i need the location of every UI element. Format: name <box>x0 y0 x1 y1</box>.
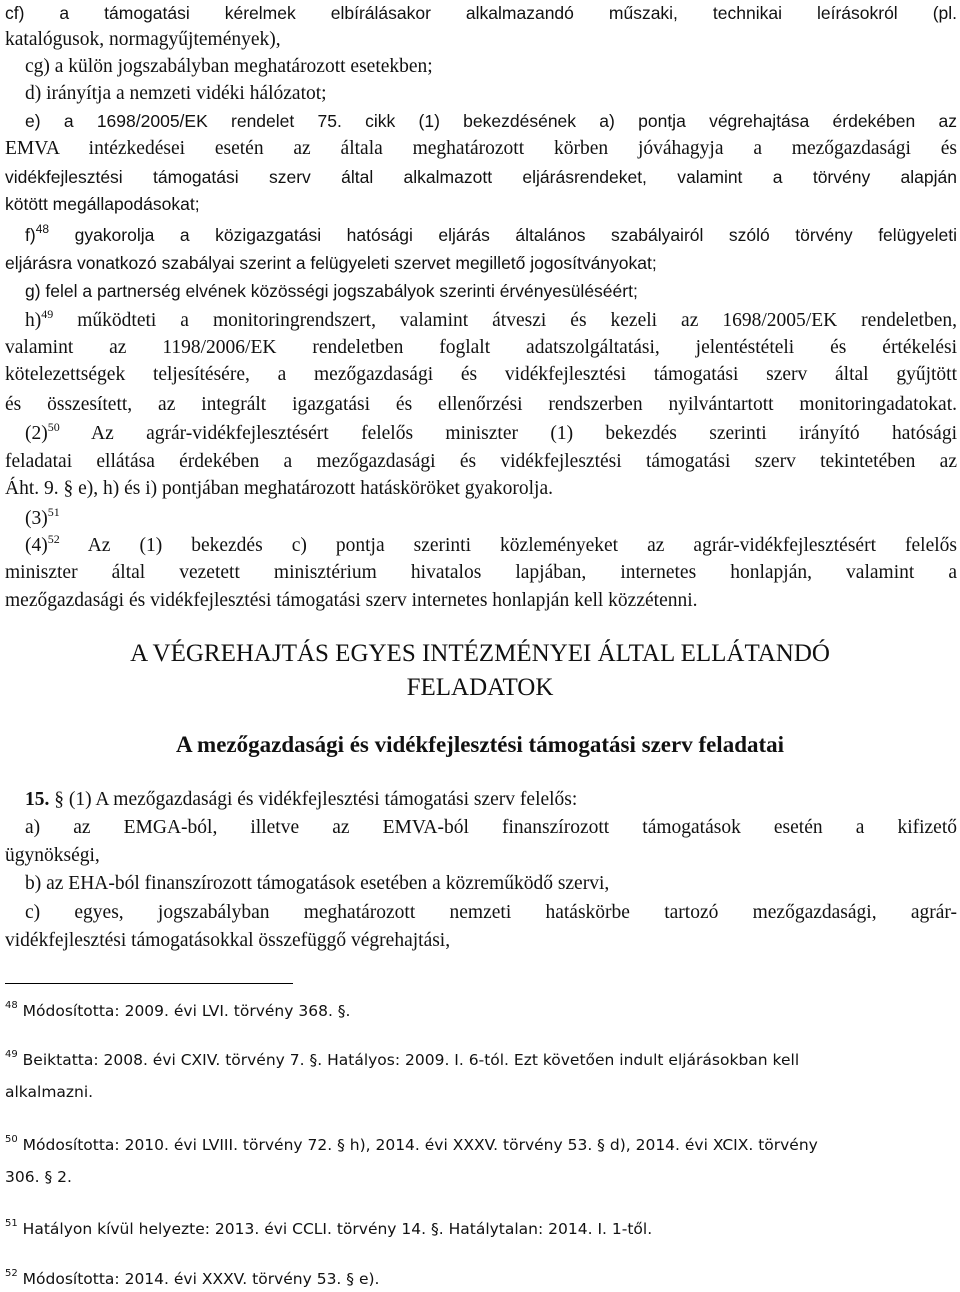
body-line-h <box>25 308 957 334</box>
paragraph-marker: (2) <box>25 423 48 444</box>
body-line: eljárásra vonatkozó szabályai szerint a felügyeleti szervet megillető jogosítványokat; <box>5 253 657 273</box>
footnote-number: 49 <box>5 1049 18 1060</box>
footnote-51 <box>5 1218 955 1240</box>
chapter-title-cont: FELADATOK <box>406 674 554 701</box>
body-line: d) irányítja a nemzeti vidéki hálózatot; <box>25 83 327 104</box>
paragraph-2-line <box>25 421 957 447</box>
section-line: vidékfejlesztési támogatásokkal összefüggő végrehajtási, <box>5 930 451 951</box>
footnote-text: Módosította: 2014. évi XXXV. törvény 53. § e). <box>17 1270 380 1288</box>
item-marker: h) <box>25 310 42 331</box>
paragraph-text: Az agrár-vidékfejlesztésért felelős miniszter (1) bekezdés szerinti irányító hatósági <box>59 423 957 444</box>
footnote-ref[interactable]: 48 <box>35 222 50 237</box>
footnote-52 <box>5 1268 955 1290</box>
paragraph-3-line <box>25 506 957 532</box>
section-line: a) az EMGA-ból, illetve az EMVA-ból finanszírozott támogatások esetén a kifizető <box>25 817 957 838</box>
footnote-separator <box>5 983 293 984</box>
body-line: g) felel a partnerség elvének közösségi jogszabályok szerinti érvényesüléséért; <box>25 281 638 301</box>
footnote-number: 51 <box>5 1218 18 1229</box>
section-15-line <box>25 787 957 813</box>
footnote-49 <box>5 1049 955 1071</box>
body-line: és összesített, az integrált igazgatási és ellenőrzési rendszerben nyilvántartott monitoringadatokat. <box>5 394 957 415</box>
paragraph-text: Az (1) bekezdés c) pontja szerinti közleményeket az agrár-vidékfejlesztésért felelős <box>59 535 957 556</box>
body-line: katalógusok, normagyűjtemények), <box>5 29 281 50</box>
footnote-text: Módosította: 2009. évi LVI. törvény 368. §. <box>17 1002 351 1020</box>
section-line: b) az EHA-ból finanszírozott támogatások esetében a közreműködő szervi, <box>25 873 610 894</box>
footnote-48 <box>5 1000 955 1022</box>
body-line: kötelezettségek teljesítésére, a mezőgazdasági és vidékfejlesztési támogatási szerv által gyűjtött <box>5 364 957 385</box>
chapter-title: A VÉGREHAJTÁS EGYES INTÉZMÉNYEI ÁLTAL ELLÁTANDÓ <box>130 640 830 667</box>
footnote-number: 50 <box>5 1134 18 1145</box>
section-number: 15. <box>25 789 50 810</box>
footnote-number: 52 <box>5 1268 18 1279</box>
footnote-ref[interactable]: 49 <box>41 308 54 321</box>
body-line: cf) a támogatási kérelmek elbírálásakor alkalmazandó műszaki, technikai leírásokról (pl. <box>5 3 957 23</box>
footnote-ref[interactable]: 51 <box>47 506 60 519</box>
footnote-ref[interactable]: 50 <box>47 421 60 434</box>
footnote-number: 48 <box>5 1000 18 1011</box>
section-text: § (1) A mezőgazdasági és vidékfejlesztési támogatási szerv felelős: <box>49 789 578 810</box>
section-line: c) egyes, jogszabályban meghatározott nemzeti hatáskörbe tartozó mezőgazdasági, agrár- <box>25 902 957 923</box>
footnote-text: Beiktatta: 2008. évi CXIV. törvény 7. §. Hatályos: 2009. I. 6-tól. Ezt követően indult eljárásokban kell <box>17 1051 800 1069</box>
body-line: valamint az 1198/2006/EK rendeletben foglalt adatszolgáltatási, jelentéstételi és értékelési <box>5 337 957 358</box>
item-text: gyakorolja a közigazgatási hatósági eljárás általános szabályairól szóló törvény felügyeleti <box>49 225 957 245</box>
footnote-text: Módosította: 2010. évi LVIII. törvény 72. § h), 2014. évi XXXV. törvény 53. § d), 2014. évi XCIX. törvény <box>17 1136 818 1154</box>
body-line-f <box>25 222 957 248</box>
section-line: ügynökségi, <box>5 845 100 866</box>
footnote-text: Hatályon kívül helyezte: 2013. évi CCLI. törvény 14. §. Hatálytalan: 2014. I. 1-től. <box>17 1220 653 1238</box>
paragraph-4-line <box>25 533 957 559</box>
section-subtitle: A mezőgazdasági és vidékfejlesztési támogatási szerv feladatai <box>175 732 785 757</box>
footnote-50 <box>5 1134 955 1156</box>
body-line: miniszter által vezetett minisztérium hivatalos lapjában, internetes honlapján, valamint a <box>5 562 957 583</box>
body-line: Áht. 9. § e), h) és i) pontjában meghatározott hatásköröket gyakorolja. <box>5 478 553 499</box>
paragraph-marker: (3) <box>25 508 48 529</box>
footnote-49-cont: alkalmazni. <box>5 1083 94 1101</box>
body-line: vidékfejlesztési támogatási szerv által alkalmazott eljárásrendeket, valamint a törvény alapján <box>5 167 957 187</box>
body-line: kötött megállapodásokat; <box>5 194 200 214</box>
body-line: EMVA intézkedései esetén az általa meghatározott körben jóváhagyja a mezőgazdasági és <box>5 138 957 159</box>
body-line: mezőgazdasági és vidékfejlesztési támogatási szerv internetes honlapján kell közzétenni. <box>5 590 698 611</box>
item-text: működteti a monitoringrendszert, valamint átveszi és kezeli az 1698/2005/EK rendeletben, <box>53 310 957 331</box>
paragraph-marker: (4) <box>25 535 48 556</box>
item-marker: f) <box>25 225 36 245</box>
body-line: feladatai ellátása érdekében a mezőgazdasági és vidékfejlesztési támogatási szerv tekintetében az <box>5 451 957 472</box>
footnote-50-cont: 306. § 2. <box>5 1168 72 1186</box>
footnote-ref[interactable]: 52 <box>47 533 60 546</box>
body-line: e) a 1698/2005/EK rendelet 75. cikk (1) bekezdésének a) pontja végrehajtása érdekében az <box>25 111 957 131</box>
body-line: cg) a külön jogszabályban meghatározott esetekben; <box>25 56 433 77</box>
